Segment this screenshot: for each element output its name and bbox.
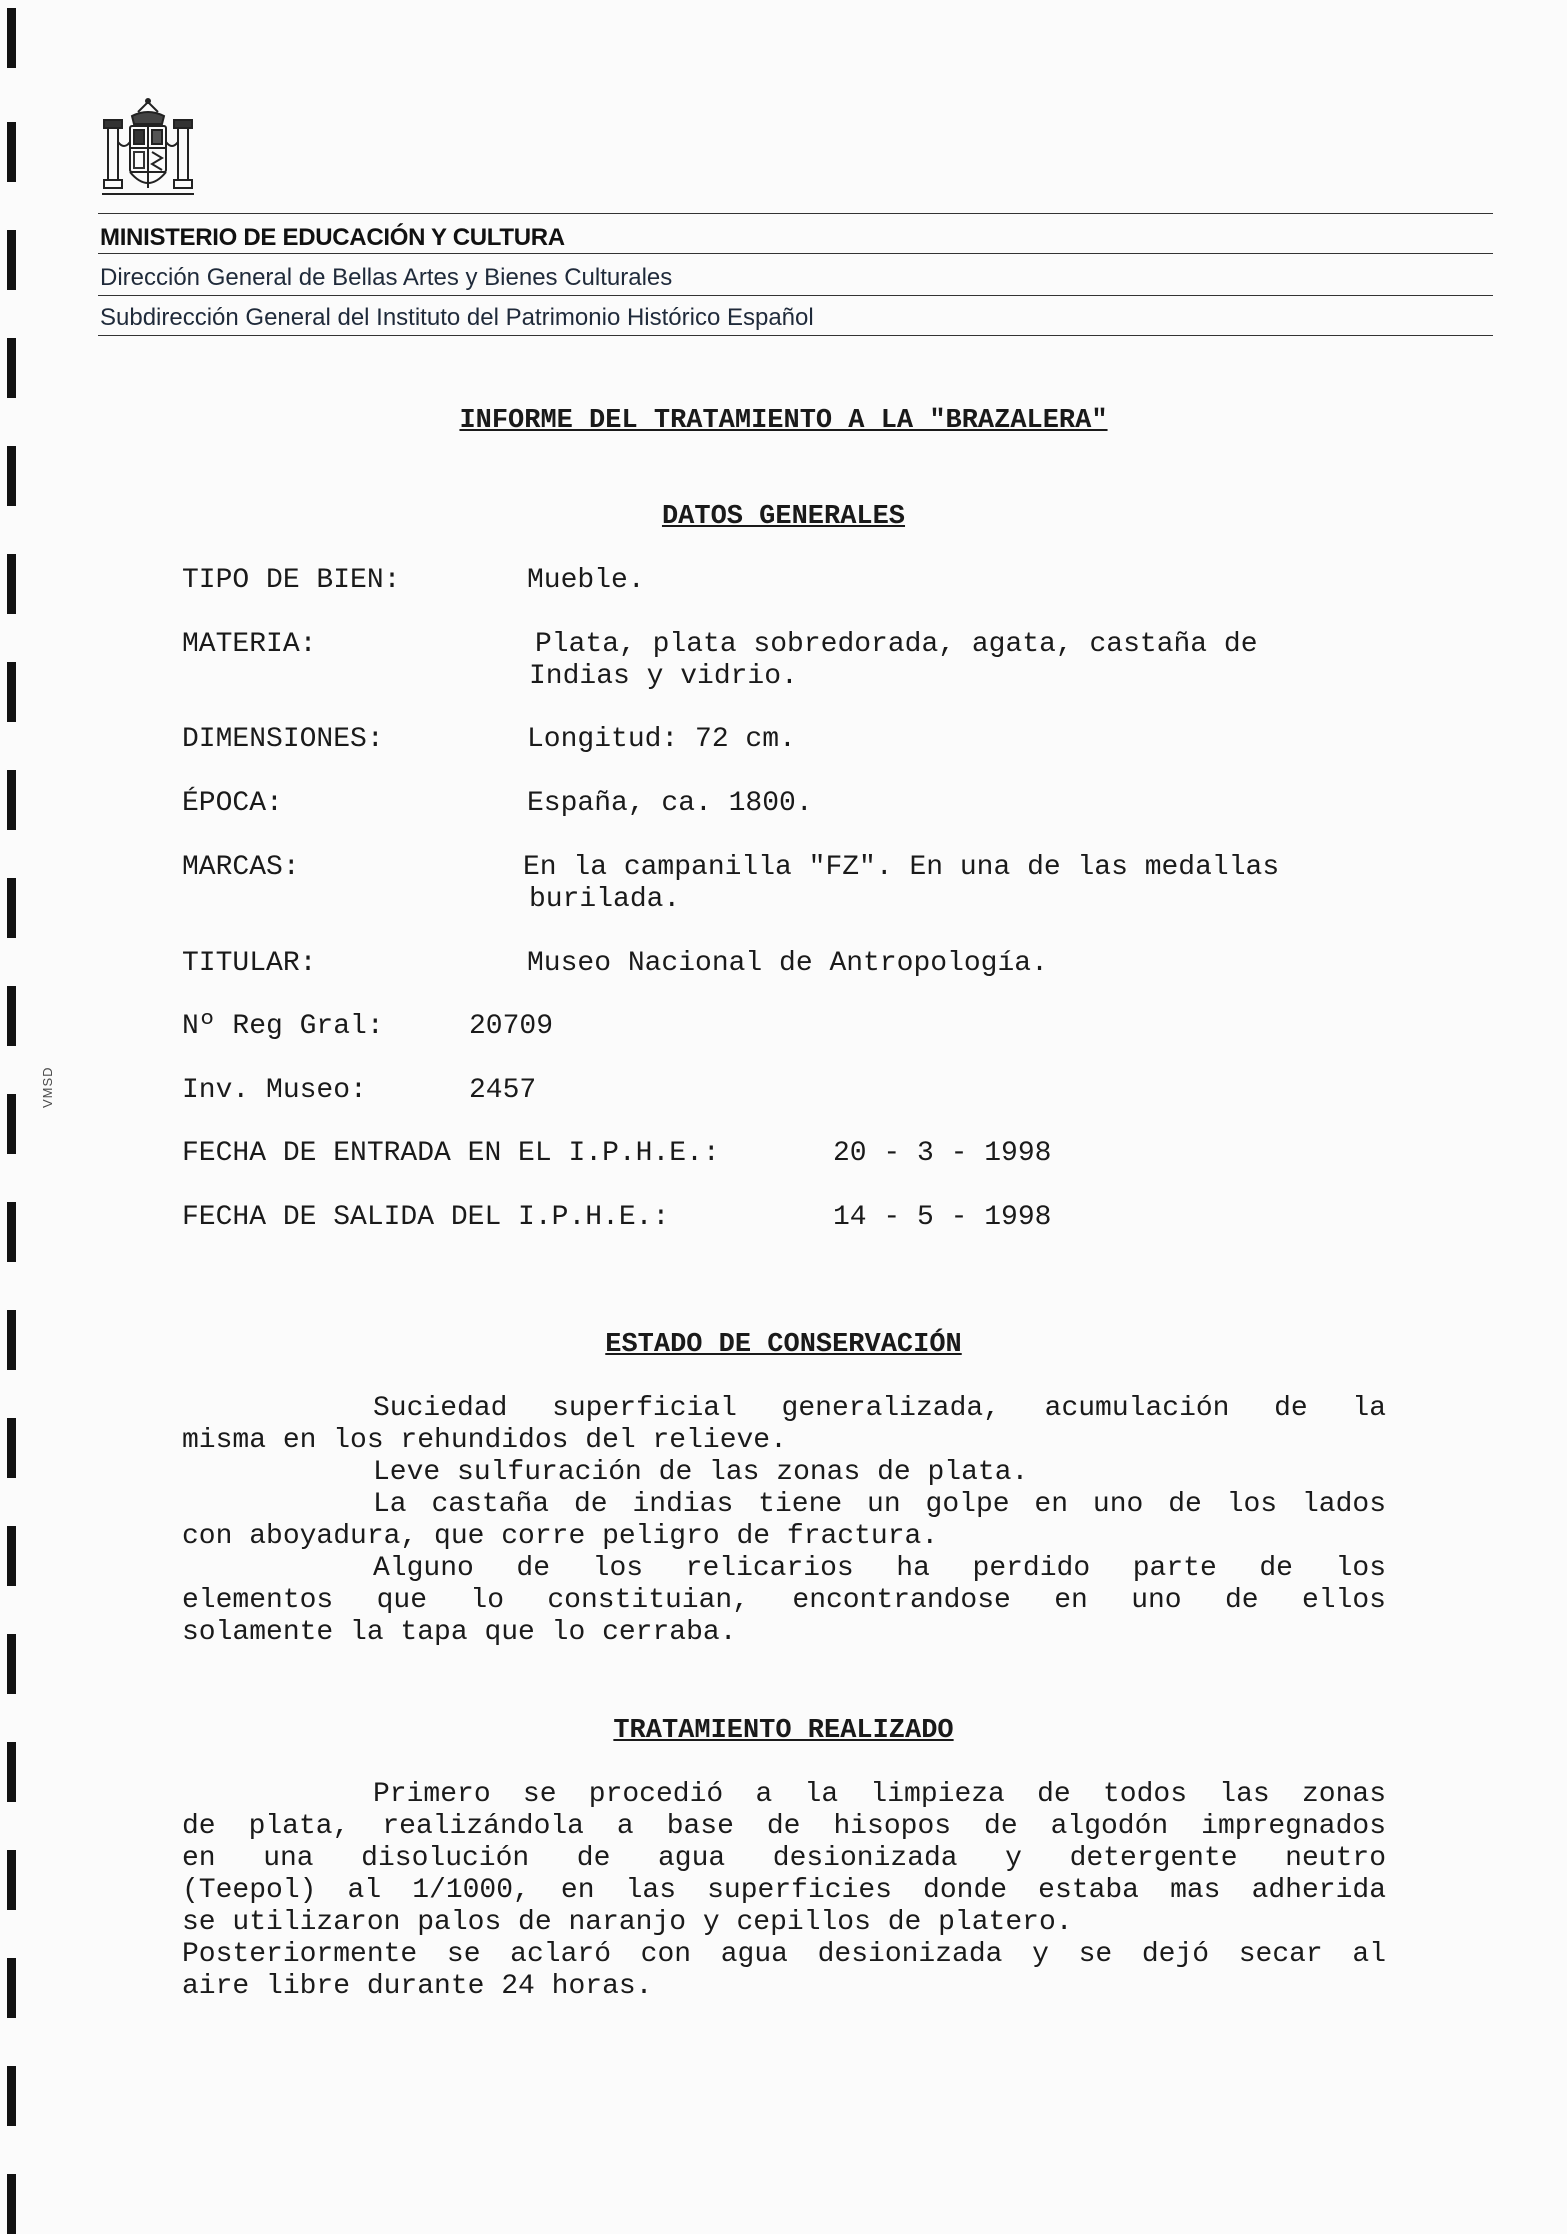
conservation-line-2: misma en los rehundidos del relieve. [182,1425,787,1456]
document-title: INFORME DEL TRATAMIENTO A LA "BRAZALERA" [459,406,1108,436]
binding-mark [7,986,16,1046]
conservation-line-4: La castaña de indias tiene un golpe en uno de los lados [373,1489,1386,1520]
binding-mark [7,2066,16,2126]
value-materia-line-2: Indias y vidrio. [529,661,798,692]
treatment-line-6: Posteriormente se aclaró con agua desionizada y se dejó secar al [182,1939,1386,1970]
binding-mark [7,1094,16,1154]
header-rule-2 [98,253,1493,254]
value-marcas-line-1: En la campanilla "FZ". En una de las medallas [523,852,1280,883]
binding-mark [7,446,16,506]
section-heading-conservation: ESTADO DE CONSERVACIÓN [605,1330,962,1360]
binding-mark [7,2174,16,2234]
value-materia-line-1: Plata, plata sobredorada, agata, castaña de [535,629,1258,660]
binding-mark [7,554,16,614]
section-heading-general: DATOS GENERALES [661,502,906,532]
binding-mark [7,770,16,830]
treatment-line-2: de plata, realizándola a base de hisopos de algodón impregnados [182,1811,1386,1842]
label-materia: MATERIA: [182,629,317,660]
value-epoca: España, ca. 1800. [527,788,813,819]
conservation-line-8: solamente la tapa que lo cerraba. [182,1617,737,1648]
value-dimensiones: Longitud: 72 cm. [527,724,796,755]
binding-mark [7,1202,16,1262]
conservation-line-5: con aboyadura, que corre peligro de fractura. [182,1521,939,1552]
header-rule-3 [98,295,1493,296]
label-inv-museo: Inv. Museo: [182,1075,367,1106]
treatment-line-4: (Teepol) al 1/1000, en las superficies donde estaba mas adherida [182,1875,1386,1906]
binding-mark [7,662,16,722]
ministry-name: MINISTERIO DE EDUCACIÓN Y CULTURA [100,224,565,251]
treatment-line-1: Primero se procedió a la limpieza de todos las zonas [373,1779,1386,1810]
direction-name: Dirección General de Bellas Artes y Bienes Culturales [100,264,673,291]
value-titular: Museo Nacional de Antropología. [527,948,1048,979]
conservation-line-7: elementos que lo constituian, encontrandose en uno de ellos [182,1585,1386,1616]
binding-mark [7,8,16,68]
conservation-line-1: Suciedad superficial generalizada, acumulación de la [373,1393,1386,1424]
value-inv-museo: 2457 [469,1075,537,1106]
label-tipo-de-bien: TIPO DE BIEN: [182,565,401,596]
binding-mark [7,338,16,398]
label-dimensiones: DIMENSIONES: [182,724,384,755]
value-tipo-de-bien: Mueble. [527,565,645,596]
coat-of-arms-icon [100,98,196,202]
conservation-line-3: Leve sulfuración de las zonas de plata. [373,1457,1029,1488]
binding-mark [7,1634,16,1694]
label-fecha-salida: FECHA DE SALIDA DEL I.P.H.E.: [182,1202,670,1233]
binding-mark [7,878,16,938]
binding-mark [7,1418,16,1478]
section-heading-treatment: TRATAMIENTO REALIZADO [613,1716,954,1746]
label-fecha-entrada: FECHA DE ENTRADA EN EL I.P.H.E.: [182,1138,720,1169]
header-rule-1 [98,213,1493,214]
treatment-line-5: se utilizaron palos de naranjo y cepillos de platero. [182,1907,1073,1938]
treatment-line-3: en una disolución de agua desionizada y detergente neutro [182,1843,1386,1874]
value-reg-gral: 20709 [469,1011,554,1042]
side-stamp-label: VMSD [40,1066,55,1108]
label-titular: TITULAR: [182,948,317,979]
binding-mark [7,122,16,182]
binding-mark [7,1850,16,1910]
value-fecha-salida: 14 - 5 - 1998 [833,1202,1052,1233]
binding-mark [7,1742,16,1802]
binding-mark [7,230,16,290]
conservation-line-6: Alguno de los relicarios ha perdido parte de los [373,1553,1386,1584]
value-fecha-entrada: 20 - 3 - 1998 [833,1138,1052,1169]
label-reg-gral: Nº Reg Gral: [182,1011,384,1042]
subdirection-name: Subdirección General del Instituto del Patrimonio Histórico Español [100,304,814,331]
binding-mark [7,1526,16,1586]
binding-mark [7,1958,16,2018]
header-rule-4 [98,335,1493,336]
treatment-line-7: aire libre durante 24 horas. [182,1971,653,2002]
label-marcas: MARCAS: [182,852,300,883]
value-marcas-line-2: burilada. [529,884,681,915]
label-epoca: ÉPOCA: [182,788,283,819]
